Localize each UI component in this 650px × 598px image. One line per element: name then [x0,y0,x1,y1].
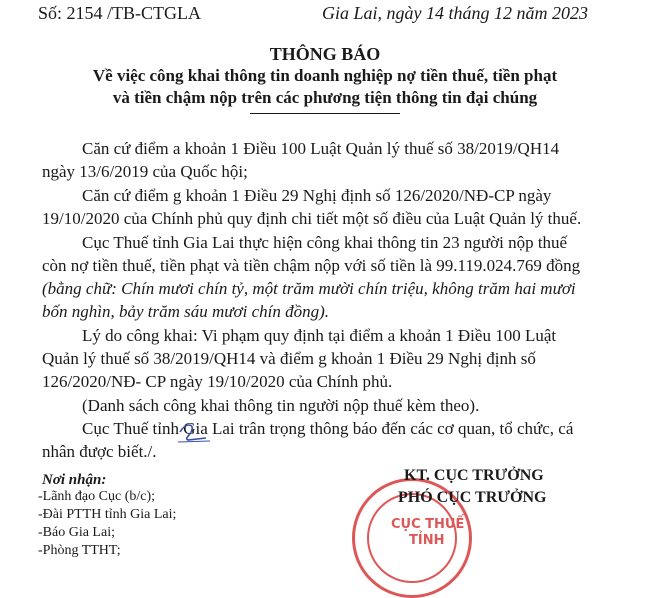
recipient-item: -Lãnh đạo Cục (b/c); [38,489,156,504]
paragraph-2-line-2: 19/10/2020 của Chính phủ quy định chi tiết một số điều của Luật Quản lý thuế. [42,209,582,228]
paragraph-1-line-2: ngày 13/6/2019 của Quốc hội; [42,162,248,181]
recipient-item: -Báo Gia Lai; [38,525,115,540]
seal-text-1: CỤC THUẾ [391,517,465,532]
paragraph-6-line-1: Cục Thuế tỉnh Gia Lai trân trọng thông báo đến các cơ quan, tổ chức, cá [82,419,574,438]
paragraph-3-line-4: bốn nghìn, bảy trăm sáu mươi chín đồng). [42,302,330,321]
paragraph-5: (Danh sách công khai thông tin người nộp thuế kèm theo). [82,396,480,415]
paragraph-4-line-2: Quản lý thuế số 38/2019/QH14 và điểm g khoản 1 Điều 29 Nghị định số [42,349,536,368]
subtitle-line-2: và tiền chậm nộp trên các phương tiện thông tin đại chúng [112,88,538,107]
signature-title-2: PHÓ CỤC TRƯỞNG [398,489,547,506]
paragraph-3-line-3: (bằng chữ: Chín mươi chín tỷ, một trăm mười chín triệu, không trăm hai mươi [42,279,576,298]
recipient-item: -Đài PTTH tỉnh Gia Lai; [38,507,177,522]
document-title: THÔNG BÁO [269,44,381,64]
subtitle-line-1: Về việc công khai thông tin doanh nghiệp nợ tiền thuế, tiền phạt [92,66,558,85]
paragraph-3-line-1: Cục Thuế tỉnh Gia Lai thực hiện công khai thông tin 23 người nộp thuế [82,233,568,252]
paragraph-1-line-1: Căn cứ điểm a khoản 1 Điều 100 Luật Quản lý thuế số 38/2019/QH14 [82,139,560,158]
document-number: Số: 2154 /TB-CTGLA [38,3,202,23]
paragraph-3-line-2: còn nợ tiền thuế, tiền phạt và tiền chậm nộp với số tiền là 99.119.024.769 đồng [42,256,581,275]
paragraph-4-line-1: Lý do công khai: Vi phạm quy định tại điểm a khoản 1 Điều 100 Luật [82,326,557,345]
seal-text-2: TỈNH [409,533,445,548]
signature-title-1: KT. CỤC TRƯỞNG [404,467,544,484]
paragraph-6-line-2: nhân được biết./. [42,442,157,461]
paragraph-4-line-3: 126/2020/NĐ- CP ngày 19/10/2020 của Chính phủ. [42,372,393,391]
recipient-item: -Phòng TTHT; [38,543,121,558]
title-underline [250,113,400,114]
recipients-heading: Nơi nhận: [42,472,107,488]
handwritten-mark-icon [176,418,212,444]
place-date: Gia Lai, ngày 14 tháng 12 năm 2023 [322,3,589,23]
paragraph-2-line-1: Căn cứ điểm g khoản 1 Điều 29 Nghị định số 126/2020/NĐ-CP ngày [82,186,552,205]
